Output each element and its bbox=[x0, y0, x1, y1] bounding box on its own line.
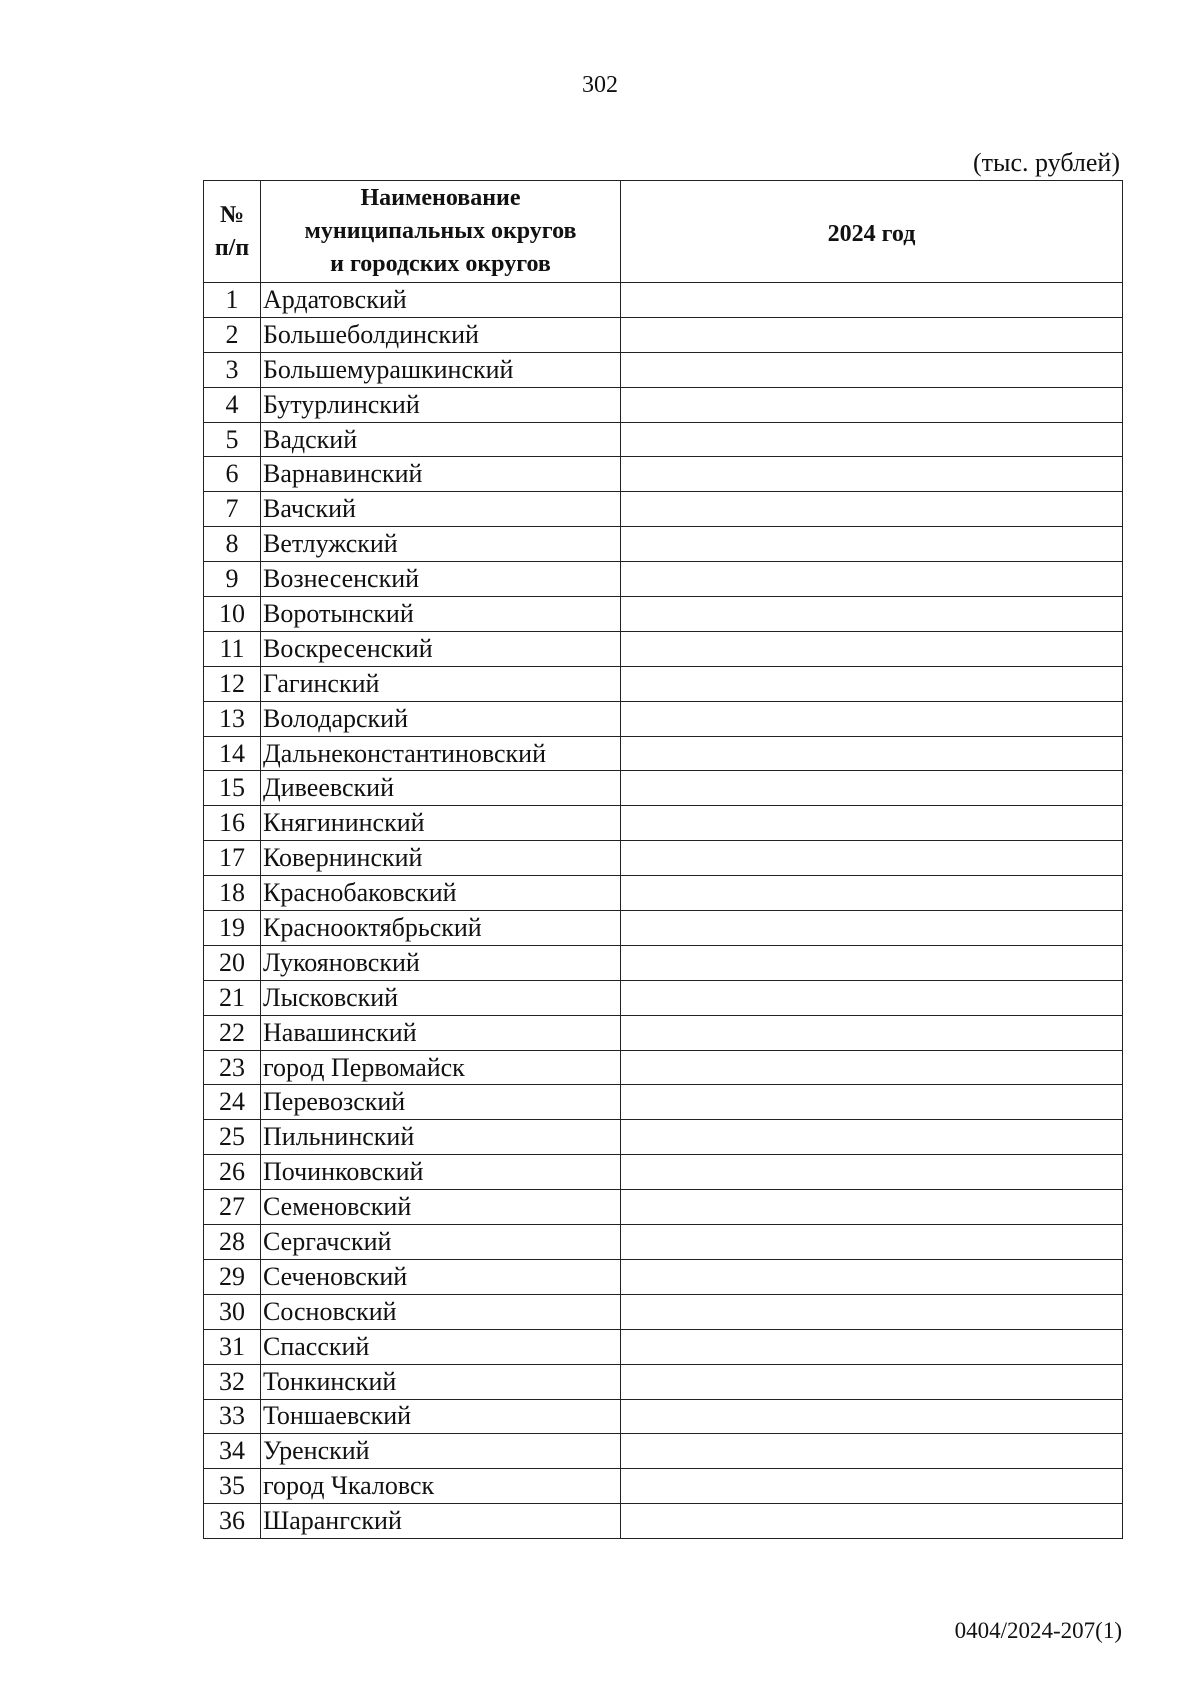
table-row bbox=[204, 492, 1123, 527]
header-number bbox=[204, 181, 261, 283]
value-2024 bbox=[621, 1329, 1123, 1364]
row-number: 29 bbox=[204, 1259, 261, 1294]
value-2024 bbox=[621, 283, 1123, 318]
district-name: Лысковский bbox=[261, 980, 621, 1015]
table-row bbox=[204, 1469, 1123, 1504]
value-2024 bbox=[621, 1050, 1123, 1085]
table-row bbox=[204, 666, 1123, 701]
table-row bbox=[204, 701, 1123, 736]
district-name: Сергачский bbox=[261, 1225, 621, 1260]
table-row bbox=[204, 1329, 1123, 1364]
value-2024 bbox=[621, 876, 1123, 911]
row-number: 35 bbox=[204, 1469, 261, 1504]
row-number: 2 bbox=[204, 317, 261, 352]
table-row bbox=[204, 1190, 1123, 1225]
table-row bbox=[204, 1399, 1123, 1434]
value-2024 bbox=[621, 945, 1123, 980]
value-2024 bbox=[621, 422, 1123, 457]
value-2024 bbox=[621, 562, 1123, 597]
header-name-line: Наименование bbox=[360, 185, 521, 211]
row-number: 14 bbox=[204, 736, 261, 771]
header-name-line: муниципальных округов bbox=[304, 218, 577, 244]
value-2024 bbox=[621, 1469, 1123, 1504]
table-row bbox=[204, 1434, 1123, 1469]
row-number: 32 bbox=[204, 1364, 261, 1399]
district-name: Большеболдинский bbox=[261, 317, 621, 352]
table-row bbox=[204, 597, 1123, 632]
row-number: 31 bbox=[204, 1329, 261, 1364]
table-row bbox=[204, 1120, 1123, 1155]
value-2024 bbox=[621, 597, 1123, 632]
district-name: Краснобаковский bbox=[261, 876, 621, 911]
district-name: Сеченовский bbox=[261, 1259, 621, 1294]
table-row bbox=[204, 1155, 1123, 1190]
value-2024 bbox=[621, 911, 1123, 946]
value-2024 bbox=[621, 1259, 1123, 1294]
row-number: 7 bbox=[204, 492, 261, 527]
value-2024 bbox=[621, 387, 1123, 422]
table-row bbox=[204, 876, 1123, 911]
table-row bbox=[204, 1085, 1123, 1120]
table-row bbox=[204, 317, 1123, 352]
district-name: город Первомайск bbox=[261, 1050, 621, 1085]
value-2024 bbox=[621, 631, 1123, 666]
table-body bbox=[204, 283, 1123, 1539]
district-name: Шарангский bbox=[261, 1504, 621, 1539]
row-number: 22 bbox=[204, 1015, 261, 1050]
district-name: Лукояновский bbox=[261, 945, 621, 980]
district-name: Дальнеконстантиновский bbox=[261, 736, 621, 771]
row-number: 16 bbox=[204, 806, 261, 841]
header-number-line: п/п bbox=[214, 234, 250, 261]
value-2024 bbox=[621, 666, 1123, 701]
table-row bbox=[204, 457, 1123, 492]
table-row bbox=[204, 945, 1123, 980]
row-number: 30 bbox=[204, 1294, 261, 1329]
district-name: Тоншаевский bbox=[261, 1399, 621, 1434]
value-2024 bbox=[621, 492, 1123, 527]
value-2024 bbox=[621, 1434, 1123, 1469]
row-number: 11 bbox=[204, 631, 261, 666]
district-name: Воскресенский bbox=[261, 631, 621, 666]
row-number: 3 bbox=[204, 352, 261, 387]
table-row bbox=[204, 527, 1123, 562]
row-number: 28 bbox=[204, 1225, 261, 1260]
district-name: Навашинский bbox=[261, 1015, 621, 1050]
district-name: Починковский bbox=[261, 1155, 621, 1190]
value-2024 bbox=[621, 527, 1123, 562]
district-name: Вачский bbox=[261, 492, 621, 527]
table-row bbox=[204, 1504, 1123, 1539]
row-number: 13 bbox=[204, 701, 261, 736]
value-2024 bbox=[621, 1085, 1123, 1120]
table-row bbox=[204, 1259, 1123, 1294]
table-row bbox=[204, 562, 1123, 597]
header-name bbox=[261, 181, 621, 283]
table-row bbox=[204, 771, 1123, 806]
district-name: Семеновский bbox=[261, 1190, 621, 1225]
table-row bbox=[204, 352, 1123, 387]
district-name: Ковернинский bbox=[261, 841, 621, 876]
page-number: 302 bbox=[582, 72, 618, 98]
value-2024 bbox=[621, 1225, 1123, 1260]
value-2024 bbox=[621, 317, 1123, 352]
table-row bbox=[204, 422, 1123, 457]
district-name: Уренский bbox=[261, 1434, 621, 1469]
row-number: 15 bbox=[204, 771, 261, 806]
row-number: 20 bbox=[204, 945, 261, 980]
district-name: Перевозский bbox=[261, 1085, 621, 1120]
value-2024 bbox=[621, 841, 1123, 876]
value-2024 bbox=[621, 1504, 1123, 1539]
row-number: 4 bbox=[204, 387, 261, 422]
row-number: 23 bbox=[204, 1050, 261, 1085]
table-row bbox=[204, 806, 1123, 841]
value-2024 bbox=[621, 457, 1123, 492]
row-number: 12 bbox=[204, 666, 261, 701]
row-number: 1 bbox=[204, 283, 261, 318]
row-number: 9 bbox=[204, 562, 261, 597]
value-2024 bbox=[621, 1190, 1123, 1225]
table-row bbox=[204, 980, 1123, 1015]
header-year: 2024 год bbox=[621, 181, 1123, 283]
district-name: Варнавинский bbox=[261, 457, 621, 492]
row-number: 17 bbox=[204, 841, 261, 876]
table-row bbox=[204, 1364, 1123, 1399]
units-label: (тыс. рублей) bbox=[972, 148, 1120, 177]
table-row bbox=[204, 736, 1123, 771]
table-row bbox=[204, 1015, 1123, 1050]
district-name: Вадский bbox=[261, 422, 621, 457]
district-name: Воротынский bbox=[261, 597, 621, 632]
table-row bbox=[204, 1050, 1123, 1085]
table-header-row bbox=[204, 181, 1123, 283]
district-name: Бутурлинский bbox=[261, 387, 621, 422]
table-row bbox=[204, 387, 1123, 422]
row-number: 27 bbox=[204, 1190, 261, 1225]
document-code: 0404/2024-207(1) bbox=[954, 1618, 1122, 1643]
value-2024 bbox=[621, 1294, 1123, 1329]
district-name: Краснооктябрьский bbox=[261, 911, 621, 946]
table-row bbox=[204, 283, 1123, 318]
row-number: 6 bbox=[204, 457, 261, 492]
row-number: 5 bbox=[204, 422, 261, 457]
district-name: Тонкинский bbox=[261, 1364, 621, 1399]
district-name: Ветлужский bbox=[261, 527, 621, 562]
value-2024 bbox=[621, 736, 1123, 771]
row-number: 36 bbox=[204, 1504, 261, 1539]
district-name: Вознесенский bbox=[261, 562, 621, 597]
district-name: Дивеевский bbox=[261, 771, 621, 806]
row-number: 21 bbox=[204, 980, 261, 1015]
row-number: 18 bbox=[204, 876, 261, 911]
districts-table bbox=[203, 180, 1123, 1539]
value-2024 bbox=[621, 1399, 1123, 1434]
district-name: Ардатовский bbox=[261, 283, 621, 318]
row-number: 34 bbox=[204, 1434, 261, 1469]
district-name: Сосновский bbox=[261, 1294, 621, 1329]
row-number: 24 bbox=[204, 1085, 261, 1120]
header-number-line: № bbox=[219, 201, 245, 228]
value-2024 bbox=[621, 1155, 1123, 1190]
row-number: 10 bbox=[204, 597, 261, 632]
value-2024 bbox=[621, 1120, 1123, 1155]
row-number: 26 bbox=[204, 1155, 261, 1190]
table-row bbox=[204, 631, 1123, 666]
value-2024 bbox=[621, 352, 1123, 387]
value-2024 bbox=[621, 701, 1123, 736]
header-name-line: и городских округов bbox=[330, 251, 551, 277]
table-row bbox=[204, 841, 1123, 876]
district-name: город Чкаловск bbox=[261, 1469, 621, 1504]
row-number: 25 bbox=[204, 1120, 261, 1155]
value-2024 bbox=[621, 1364, 1123, 1399]
row-number: 8 bbox=[204, 527, 261, 562]
district-name: Княгининский bbox=[261, 806, 621, 841]
district-name: Большемурашкинский bbox=[261, 352, 621, 387]
value-2024 bbox=[621, 806, 1123, 841]
value-2024 bbox=[621, 980, 1123, 1015]
table-row bbox=[204, 1294, 1123, 1329]
district-name: Володарский bbox=[261, 701, 621, 736]
table-row bbox=[204, 1225, 1123, 1260]
value-2024 bbox=[621, 1015, 1123, 1050]
row-number: 33 bbox=[204, 1399, 261, 1434]
district-name: Гагинский bbox=[261, 666, 621, 701]
table-row bbox=[204, 911, 1123, 946]
row-number: 19 bbox=[204, 911, 261, 946]
value-2024 bbox=[621, 771, 1123, 806]
district-name: Пильнинский bbox=[261, 1120, 621, 1155]
district-name: Спасский bbox=[261, 1329, 621, 1364]
